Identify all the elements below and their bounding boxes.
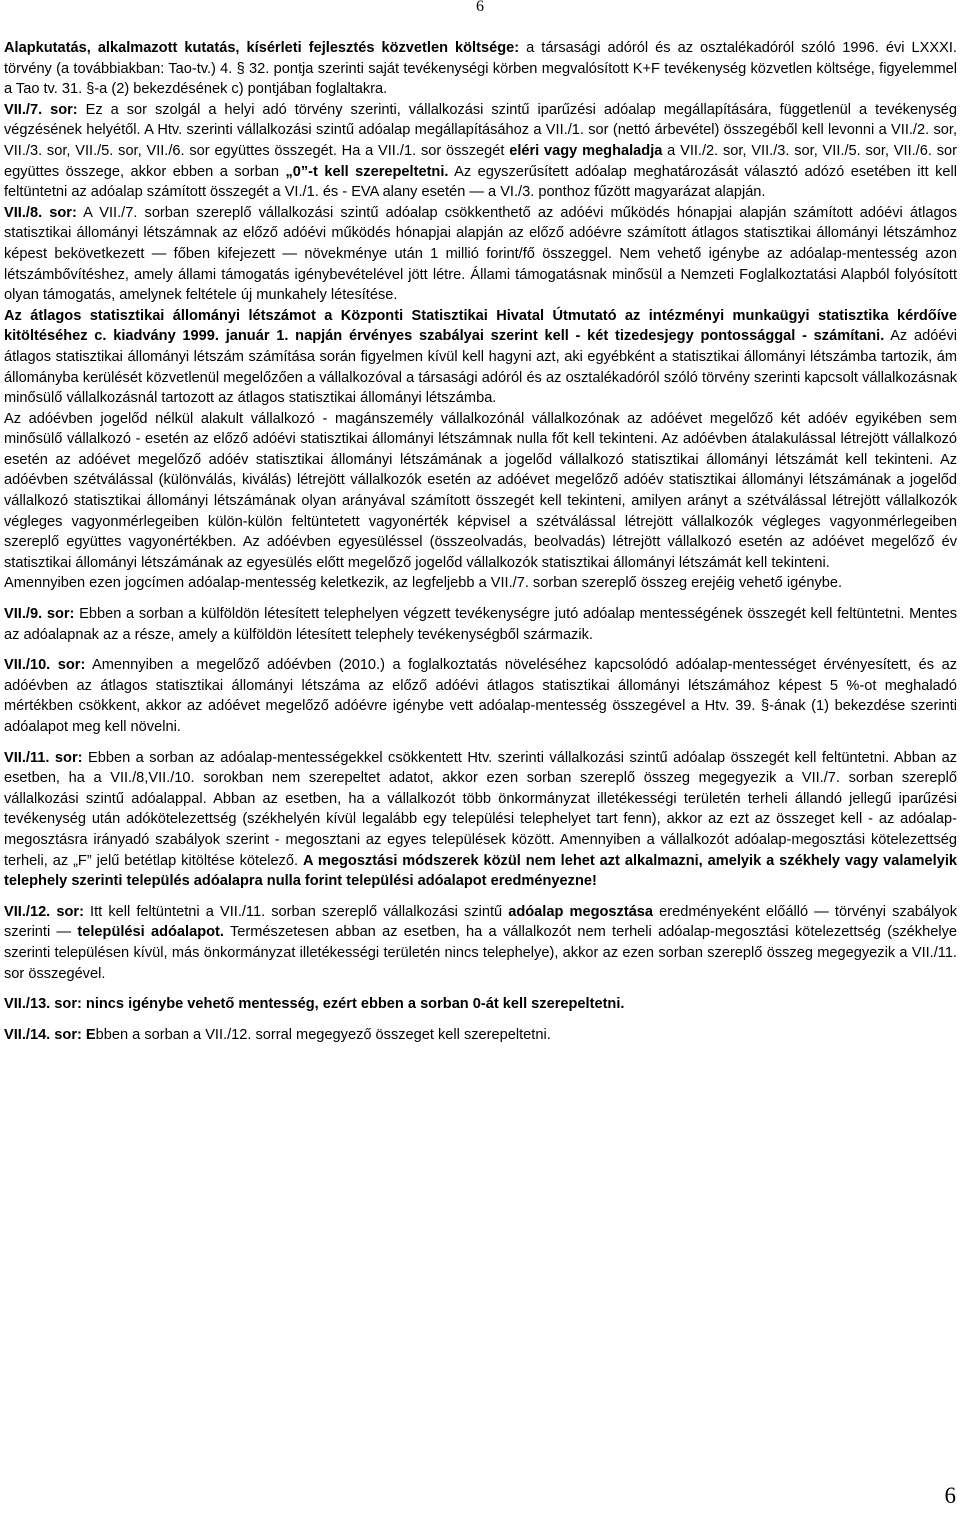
paragraph-vii-11 (4, 748, 957, 892)
paragraph-vii-14 (4, 1025, 957, 1046)
bold-text-run: VII./10. sor: (4, 657, 86, 674)
text-run: Ebben a sorban a külföldön létesített telephelyen végzett tevékenységre jutó adóalap mentességének összegét kell feltüntetni. Mentes az adóalapnak az a része, amely a külföldön létesített telephely tevékenységből származik. (4, 606, 957, 643)
paragraph-vii-10 (4, 655, 957, 737)
bold-text-run: A megosztási módszerek közül nem lehet azt alkalmazni, amelyik a székhely vagy valamelyik telephely szerinti település adóalapra nulla forint települési adóalapot eredményezne! (4, 852, 957, 890)
bold-text-run: Az átlagos statisztikai állományi létszámot a Központi Statisztikai Hivatal Útmutató az intézményi munkaügyi statisztika kérdőíve kitöltéséhez c. kiadvány 1999. január 1. napján érvényes szabályai szerint kell - két tizedesjegy pontossággal - számítani. (4, 307, 957, 345)
bold-text-run: VII./8. sor: (4, 204, 77, 221)
paragraph-vii-9 (4, 604, 957, 645)
bold-text-run: települési adóalapot. (77, 924, 224, 941)
paragraph-vii-13 (4, 994, 957, 1015)
text-run: Az adóévi átlagos statisztikai állományi létszám számítása során figyelmen kívül kell hagyni azt, aki egyébként a statisztikai állományi létszámba tartozik, ám állományba kerülését közvetlenül megelőzően a vállalkozóval a társasági adóról és az osztalékadóról szóló törvény szerinti kapcsolt vállalkozásnak minősülő vállalkozásnál tartozott az átlagos statisztikai állományi létszámba. (4, 328, 957, 407)
bold-text-run: adóalap megosztása (508, 903, 654, 920)
bold-text-run: eléri vagy meghaladja (509, 142, 663, 159)
bold-text-run: VII./7. sor: (4, 101, 78, 118)
text-run: A VII./7. sorban szereplő vállalkozási szintű adóalap csökkenthető az adóévi működés hónapjai alapján számított adóévi átlagos statisztikai állományi létszámnak az előző adóévi működés hónapjai alapján az előző adóévre számított átlagos statisztikai állományi létszámhoz képest bekövetkezett — főben kifejezett — növekménye után 1 millió forint/fő összeggel. Nem vehető igénybe az adóalap-mentesség azon létszámbővítéshez, amely állami támogatás igénybevételével jött létre. Állami támogatásnak minősül a Nemzeti Foglalkoztatási Alapból folyósított olyan támogatás, amelynek feltétele új munkahely létesítése. (4, 204, 958, 304)
text-run: Ebben a sorban az adóalap-mentességekkel csökkentett Htv. szerinti vállalkozási szintű adóalap összegét kell feltüntetni. Abban az esetben, ha a VII./8,VII./10. sorokban nem szerepeltet adatot, akkor ezen sorban szereplő összeg megegyezik a VII./7. sorban szereplő vállalkozási szintű adóalappal. Abban az esetben, ha a vállalkozót több önkormányzat illetékességi területén terheli állandó jellegű iparűzési tevékenység után adókötelezettség (székhelyén kívül legalább egy települési telephelyet tart fenn), akkor az ezt az összeget kell - az adóalap-megosztásra irányadó szabályok szerint - megosztani az egyes települések között. Amennyiben a vállalkozót adóalap-megosztási kötelezettség terheli, az „F” jelű betétlap kitöltése kötelező. (4, 749, 957, 869)
page-number-top: 6 (476, 0, 484, 15)
text-run: Az egyszerűsített adóalap meghatározását választó adózó esetében itt kell feltüntetni az adóalap számított összegét a VI./1. és - EVA alany esetén — a VI./3. ponthoz fűzött magyarázat alapján. (4, 163, 957, 201)
text-run: Ez a sor szolgál a helyi adó törvény szerinti, vállalkozási szintű iparűzési adóalap megállapítására, függetlenül a tevékenység végzésének helyétől. A Htv. szerinti vállalkozási szintű adóalap megállapításához a VII./1. sor (nettó árbevétel) összegéből kell levonni a VII./2. sor, VII./3. sor, VII./5. sor, VII./6. sor együttes összegét. Ha a VII./1. sor összegét (4, 101, 958, 159)
text-run: Amennyiben a megelőző adóévben (2010.) a foglalkoztatás növeléséhez kapcsolódó adóalap-mentességet érvényesített, és az adóévben az átlagos statisztikai állományi létszáma az előző adóévi átlagos statisztikai állományi létszámához képest 5 %-ot meghaladó mértékben csökkent, akkor az adóévet megelőző adóévre igénybe vett adóalap-mentesség összegével a Htv. 39. §-ának (1) bekezdése szerinti adóalapot meg kell növelni. (4, 657, 957, 735)
bold-text-run: VII./13. sor: nincs igénybe vehető mentesség, ezért ebben a sorban 0-át kell szerepeltetni. (4, 996, 625, 1013)
paragraph-mentesseg-erejeig (4, 573, 957, 594)
bold-text-run: VII./12. sor: (4, 903, 84, 920)
text-run: Az adóévben jogelőd nélkül alakult vállalkozó - magánszemély vállalkozónál vállalkozónak az adóévet megelőző két adóév egyikében sem minősülő vállalkozó - esetén az előző adóévi statisztikai állományi létszámnak nulla főt kell tekinteni. Az adóévben átalakulással létrejött vállalkozó esetén az adóévet megelőző adóév statisztikai állományi létszámának a jogelőd vállalkozó statisztikai állományi létszámát kell tekinteni. Az adóévben szétválással (különválás, kiválás) létrejött vállalkozók esetén az adóévet megelőző adóév statisztikai állományi létszámának a jogelőd vállalkozó statisztikai állományi létszámának olyan arányával számított összegét kell tekinteni, amilyen arányt a szétválással létrejött vállalkozók végleges vagyonmérlegeiben külön-külön feltüntetett vagyonérték képvisel a szétválással létrejött vállalkozók végleges vagyonmérlegeiben szereplő együttes vagyonértékben. Az adóévben egyesüléssel (összeolvadás, beolvadás) létrejött vállalkozó esetén az adóévet megelőző év statisztikai állományi létszámának az egyesülés előtt megelőző jogelőd vállalkozók statisztikai állományi létszámát kell tekinteni. (4, 410, 957, 571)
paragraph-vii-12 (4, 902, 957, 984)
bold-text-run: VII./9. sor: (4, 606, 75, 623)
text-run: a társasági adóról és az osztalékadóról szóló 1996. évi LXXXI. törvény (a továbbiakban: Tao-tv.) 4. § 32. pontja szerinti saját tevékenységi körben megvalósított K+F tevékenység közvetlen költsége, figyelemmel a Tao tv. 31. §-a (2) bekezdésének c) pontjában foglaltakra. (4, 40, 957, 98)
bold-text-run: „0”-t kell szerepeltetni. (285, 163, 449, 180)
text-run: Amennyiben ezen jogcímen adóalap-mentesség keletkezik, az legfeljebb a VII./7. sorban szereplő összeg erejéig vehető igénybe. (4, 575, 843, 592)
text-run: bben a sorban a VII./12. sorral megegyező összeget kell szerepeltetni. (95, 1026, 551, 1043)
paragraph-vii-8 (4, 203, 957, 306)
paragraph-jogelod (4, 409, 957, 574)
text-run: eredményeként előálló — törvényi szabályok szerinti — (4, 903, 957, 941)
bold-text-run: Alapkutatás, alkalmazott kutatás, kísérleti fejlesztés közvetlen költsége: (4, 40, 520, 56)
paragraph-vii-7 (4, 100, 957, 203)
bold-text-run: VII./14. sor: E (4, 1026, 96, 1043)
page-number-bottom: 6 (944, 1483, 956, 1508)
text-run: Itt kell feltüntetni a VII./11. sorban szereplő vállalkozási szintű (83, 903, 509, 920)
text-run: Természetesen abban az esetben, ha a vállalkozót nem terheli adóalap-megosztási kötelezettség (székhelye szerinti településen kívül, más önkormányzat illetékességi területén nincs telephelye), akkor az ezen sorban szereplő összeg megegyezik a VII./11. sor összegével. (4, 924, 957, 982)
paragraph-atlagos-letszam (4, 306, 957, 409)
text-run: a VII./2. sor, VII./3. sor, VII./5. sor, VII./6. sor együttes összege, akkor ebben a sorban (4, 142, 957, 180)
bold-text-run: VII./11. sor: (4, 749, 83, 766)
document-body (4, 38, 957, 1045)
paragraph-kutatas (4, 38, 957, 100)
